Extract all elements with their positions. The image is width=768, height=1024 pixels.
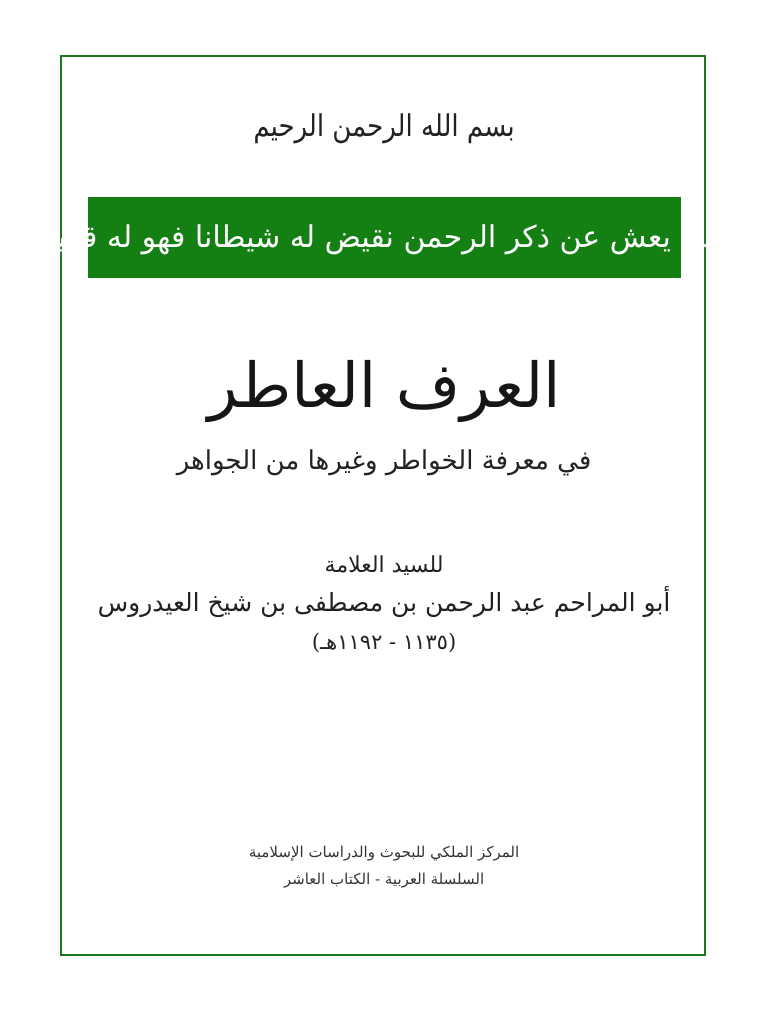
book-title: العرف العاطر (207, 349, 561, 422)
book-subtitle: في معرفة الخواطر وغيرها من الجواهر (176, 446, 592, 476)
verse-banner (35, 197, 734, 278)
author-honorific: للسيد العلامة (324, 553, 444, 578)
verse-text: ومن يعش عن ذكر الرحمن نقيض له شيطانا فهو له قرين (35, 219, 734, 255)
basmala-calligraphy: بسم الله الرحمن الرحيم (253, 109, 515, 145)
author-dates: (١١٣٥ - ١١٩٢هـ) (311, 630, 457, 654)
series-info: السلسلة العربية - الكتاب العاشر (283, 870, 485, 888)
publisher-name: المركز الملكي للبحوث والدراسات الإسلامية (248, 843, 520, 861)
author-name: أبو المراحم عبد الرحمن بن مصطفى بن شيخ العيدروس (97, 588, 671, 617)
cover-border-frame (60, 55, 706, 956)
